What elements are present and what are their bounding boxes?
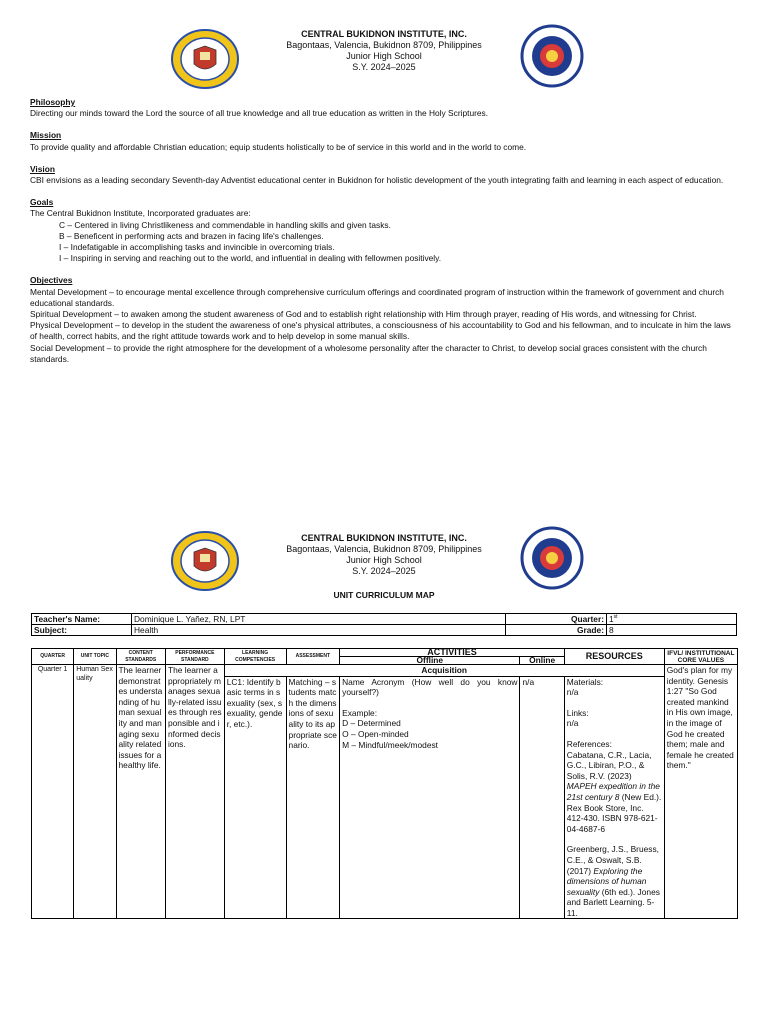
school-name: CENTRAL BUKIDNON INSTITUTE, INC. xyxy=(301,29,467,39)
page-header xyxy=(0,520,768,620)
reference-1-authors: Cabatana, C.R., Lacia, G.C., Libiran, P.O., & Solis, R.V. (2023) xyxy=(566,749,652,781)
teacher-value: Dominique L. Yañez, RN, LPT xyxy=(132,614,506,625)
cell-offline xyxy=(340,676,520,919)
school-address: Bagontaas, Valencia, Bukidnon 8709, Philippines xyxy=(286,40,482,50)
school-header-text xyxy=(0,29,768,73)
table-header-row xyxy=(32,649,738,657)
header-activities: ACTIVITIES xyxy=(340,649,565,657)
school-header-text xyxy=(0,533,768,577)
goals-title: Goals xyxy=(30,197,54,208)
page-two xyxy=(0,520,768,918)
cell-acquisition: Acquisition xyxy=(224,665,664,677)
goal-item: I – Inspiring in serving and reaching out to the world, and influential in dealing with fellowmen positively. xyxy=(59,253,442,264)
mission-text: To provide quality and affordable Christian education; equip students holistically to be of service in this world and in the world to come. xyxy=(30,141,527,152)
school-level: Junior High School xyxy=(346,51,422,61)
table-row xyxy=(32,665,738,677)
curriculum-map-table xyxy=(31,648,738,919)
deped-seal-logo xyxy=(519,526,585,590)
reference-2-authors: Greenberg, J.S., Bruess, C.E., & Oswalt, S.B. (2017) xyxy=(566,844,659,876)
mission-title: Mission xyxy=(30,130,62,141)
quarter-label: Quarter: xyxy=(506,614,607,625)
header-assessment: ASSESSMENT xyxy=(286,649,340,665)
materials-label: Materials: xyxy=(566,676,604,687)
cell-resources xyxy=(564,676,664,919)
teacher-label: Teacher's Name: xyxy=(32,614,132,625)
header-performance-standard: PERFORMANCE STANDARD xyxy=(165,649,224,665)
cell-quarter: Quarter 1 xyxy=(32,665,74,919)
quarter-cell xyxy=(607,614,737,625)
objective-item: Social Development – to provide the right atmosphere for the development of a wholesome personality after the character to Christ, to develop social graces consistent with the church standards. xyxy=(30,342,707,364)
page-header xyxy=(0,0,768,100)
header-learning-competencies: LEARNING COMPETENCIES xyxy=(224,649,286,665)
info-row xyxy=(32,625,737,636)
cell-assessment: Matching – students match the dimensions of sexuality to its appropriate scenario. xyxy=(286,676,340,919)
school-name: CENTRAL BUKIDNON INSTITUTE, INC. xyxy=(301,533,467,543)
header-offline: Offline xyxy=(340,657,520,665)
spacer xyxy=(567,834,662,844)
header-quarter: QUARTER xyxy=(32,649,74,665)
reference-1-details: (New Ed.). Rex Book Store, Inc. 412-430. ISBN 978-621-04-4687-6 xyxy=(566,791,662,834)
reference-1-title: MAPEH expedition in the 21st century 8 xyxy=(566,781,660,802)
reference-2-title: Exploring the dimensions of human sexuality xyxy=(566,865,647,897)
header-online: Online xyxy=(520,657,564,665)
goals-intro: The Central Bukidnon Institute, Incorporated graduates are: xyxy=(30,208,251,219)
subject-label: Subject: xyxy=(32,625,132,636)
references-label: References: xyxy=(566,738,612,749)
goal-item: B – Beneficent in performing acts and brazen in facing life's challenges. xyxy=(59,230,324,241)
cell-learning-competencies: LC1: Identify basic terms in sexuality (sex, sexuality, gender, etc.). xyxy=(224,676,286,919)
offline-example: O – Open-minded xyxy=(342,728,409,739)
vision-section xyxy=(30,164,738,186)
materials-value: n/a xyxy=(566,687,579,698)
cell-online: n/a xyxy=(520,676,564,919)
offline-example: D – Determined xyxy=(342,718,401,729)
map-title: UNIT CURRICULUM MAP xyxy=(333,590,435,600)
reference-2-details: (6th ed.). Jones and Barlett Learning. 5-11. xyxy=(566,886,660,918)
philosophy-text: Directing our minds toward the Lord the source of all true knowledge and all true education as written in the Holy Scriptures. xyxy=(30,108,489,119)
goal-item: I – Indefatigable in accomplishing tasks and invincible in overcoming trials. xyxy=(59,242,335,253)
school-year: S.Y. 2024–2025 xyxy=(352,566,416,576)
objectives-title: Objectives xyxy=(30,275,73,286)
school-year: S.Y. 2024–2025 xyxy=(352,62,416,72)
mission-section xyxy=(30,130,738,152)
spacer xyxy=(567,698,662,708)
goal-item: C – Centered in living Christlikeness and commendable in handling skills and given tasks. xyxy=(59,219,391,230)
info-table xyxy=(31,613,737,636)
goals-section xyxy=(30,197,738,264)
objective-item: Mental Development – to encourage mental excellence through comprehensive curriculum offerings and coordinated program of instruction within the framework of government and church educational standards. xyxy=(30,286,724,308)
cell-content-standards: The learner demonstrates understanding of human sexuality and managing sexuality related issues for a healthy life. xyxy=(116,665,165,919)
philosophy-title: Philosophy xyxy=(30,97,76,107)
reference-2 xyxy=(567,844,662,918)
links-value: n/a xyxy=(566,718,579,729)
objective-item: Spiritual Development – to awaken among the student awareness of God and to establish right relationship with Him through prayer, reading of His words, and witnessing for Christ. xyxy=(30,309,697,320)
cell-unit-topic: Human Sexuality xyxy=(74,665,116,919)
objectives-section xyxy=(30,275,738,365)
offline-example: M – Mindful/meek/modest xyxy=(342,739,439,750)
page-one xyxy=(0,0,768,364)
offline-example-label: Example: xyxy=(342,707,378,718)
header-core-values: IFVL/ INSTITUTIONAL CORE VALUES xyxy=(664,649,737,665)
vision-text: CBI envisions as a leading secondary Seventh-day Adventist educational center in Bukidnon for holistic development of the youth integrating faith and learning in each aspect of education. xyxy=(30,175,724,186)
offline-question: Name Acronym (How well do you know yourself?) xyxy=(342,676,518,698)
institution-statements xyxy=(30,97,738,376)
quarter-suffix: st xyxy=(613,614,618,621)
header-resources: RESOURCES xyxy=(564,649,664,665)
grade-label: Grade: xyxy=(506,625,607,636)
spacer xyxy=(342,698,517,708)
grade-value: 8 xyxy=(607,625,737,636)
info-row xyxy=(32,614,737,625)
links-label: Links: xyxy=(566,707,589,718)
cell-performance-standard: The learner appropriately manages sexually-related issues through responsible and informed decisions. xyxy=(165,665,224,919)
school-level: Junior High School xyxy=(346,555,422,565)
header-content-standards: CONTENT STANDARDS xyxy=(116,649,165,665)
subject-value: Health xyxy=(132,625,506,636)
deped-seal-logo xyxy=(519,24,585,88)
quarter-value: 1 xyxy=(609,614,614,624)
cell-core-values: God's plan for my identity. Genesis 1:27 "So God created mankind in His own image, in the image of God he created them; male and female he created them." xyxy=(664,665,737,919)
spacer xyxy=(567,729,662,739)
school-address: Bagontaas, Valencia, Bukidnon 8709, Philippines xyxy=(286,544,482,554)
header-unit-topic: UNIT TOPIC xyxy=(74,649,116,665)
vision-title: Vision xyxy=(30,163,55,174)
objective-item: Physical Development – to develop in the student the awareness of one's physical attributes, a consciousness of his accountability to God and his fellowman, and to inculcate in him the laws of health, correct habits, and the right attitude towards work and to help develop in some manual skills. xyxy=(30,320,731,342)
reference-1 xyxy=(567,750,662,835)
philosophy-section xyxy=(30,97,738,119)
